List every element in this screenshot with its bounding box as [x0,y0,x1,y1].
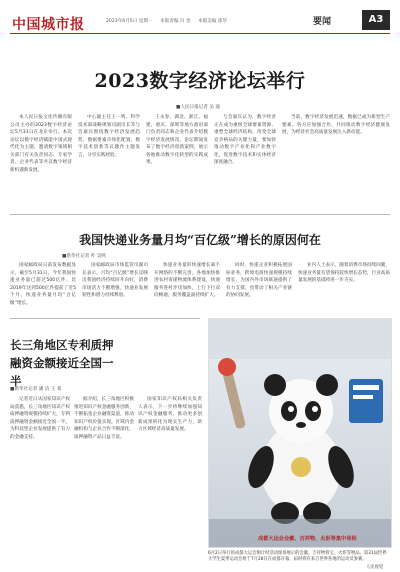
article2-byline: ■新华社记者 叶 昊鸣 [62,254,107,259]
section-divider [10,214,390,215]
article2-column: 国家邮政局市场监管司副司长表示，月均“百亿级”增长反映出我国经济持续回升向好，消费市场活力不断增强，快递业发展韧性和潜力持续释放。 [82,263,148,298]
article1-byline: ■人民日报记者 吴 迪 [176,105,221,110]
article1-column: 本人民日报文化传播有限公司主办的2023数字经济论坛5月31日在北京举行。本次论坛以数字经济赋能中国式现代化为主题，邀请数字领域相关部门有关负责同志、专家学者、企业代表等共议数字经济新机遇新发展。 [10,115,72,173]
section-title: 要闻 [313,17,332,27]
issue-meta [106,18,233,24]
article3-column: 记者近日从国家知识产权局获悉，长三角地区知识产权质押融资规模持续扩大，专利质押融资金额接近全国一半，为科技型企业发展提供了有力的金融支持。 [10,397,70,440]
page-number-badge: A3 [362,10,390,30]
photo-caption: 6月2日举行的成都大运会倒计时活动现场展示的会徽、吉祥物蓉宝、火炬等物品。第31届世界大学生夏季运动会将于7月28日在成都开幕，届时将有来自世界各地的运动员参赛。 [208,551,387,563]
article1-column: 当前，数字经济发展迅速，数据已成为新型生产要素。各方应加强合作，共同推动数字经济健康发展，为经济社会高质量发展注入新动能。 [282,115,390,135]
photo-title: 成都大运会会徽、吉祥物、火炬等集中亮相 [258,536,357,542]
masthead-logo: 中国城市报 [12,17,85,33]
issue-date: 2023年6月5日 星期一 [106,19,153,24]
page-editor: 本版责编 冯 也 [160,19,191,24]
article3-byline: ■新华社记者 潘 洁 王 希 [10,387,62,392]
article1-headline: 2023数字经济论坛举行 [94,70,306,92]
photo-credit: 人民视觉 [366,565,384,570]
article1-column: 王永春、湖北、浙江、福建、重庆、深圳等地方政府部门负责同志和企业代表介绍数字经济发展情况。论坛期间发布了数字经济创新案例，展示各地推动数字化转型的实践成果。 [146,115,208,165]
article2-column: 快递业务量的快速增长离不开网络的不断完善。各地加快推进农村寄递物流体系建设，快递服务进村步伐加快，上行下行双向畅通，服务覆盖面持续扩大。 [154,263,220,298]
page-designer: 本版美编 邵华 [197,19,228,24]
article3-headline: 长三角地区专利质押融资金额接近全国一半 [10,338,114,388]
panda-mascot-photo [209,319,391,547]
article2-column: 同时，快递企业积极拓展国际业务，跨境电商快递规模持续增长，为国内外市场联通提供了有力支撑，也带动了相关产业链的协同发展。 [226,263,292,298]
article3-column: 国家知识产权局相关负责人表示，下一步将继续加强知识产权金融服务，推动更多创新成果转化为现实生产力，助力区域经济高质量发展。 [138,397,202,432]
news-photo [208,318,392,548]
masthead-rule [10,33,390,34]
article1-column: 与会嘉宾认为，数字经济正在成为重组全球要素资源、重塑全球经济结构、改变全球竞争格局的关键力量，要加快推动数字产业化和产业数字化，促进数字技术和实体经济深度融合。 [214,115,276,165]
article2-column: 国家邮政局日前发布数据显示，截至5月31日，今年我国快递业务量已超过500亿件，比2019年达到500亿件提前了近5个月，快递业务量月均“百亿级”增长。 [10,263,76,306]
section-divider [10,318,200,319]
article2-column: 业内人士表示，随着消费市场持续回暖，快递业务量有望保持较快增长态势，行业高质量发展的基础将进一步夯实。 [298,263,390,283]
article1-column: 中心副主任王一鸣、科学技术部战略规划司副司长等与会嘉宾围绕数字经济发展趋势、数据要素市场化配置、数字技术创新等议题作主题发言，分享实践经验。 [78,115,140,158]
article3-column: 据介绍，长三角地区积极推进知识产权金融服务创新，不断拓宽企业融资渠道，推动知识产权价值实现。区域内金融机构与企业合作不断深化，质押融资产品日益丰富。 [74,397,134,440]
article2-headline: 我国快递业务量月均“百亿级”增长的原因何在 [79,233,321,247]
